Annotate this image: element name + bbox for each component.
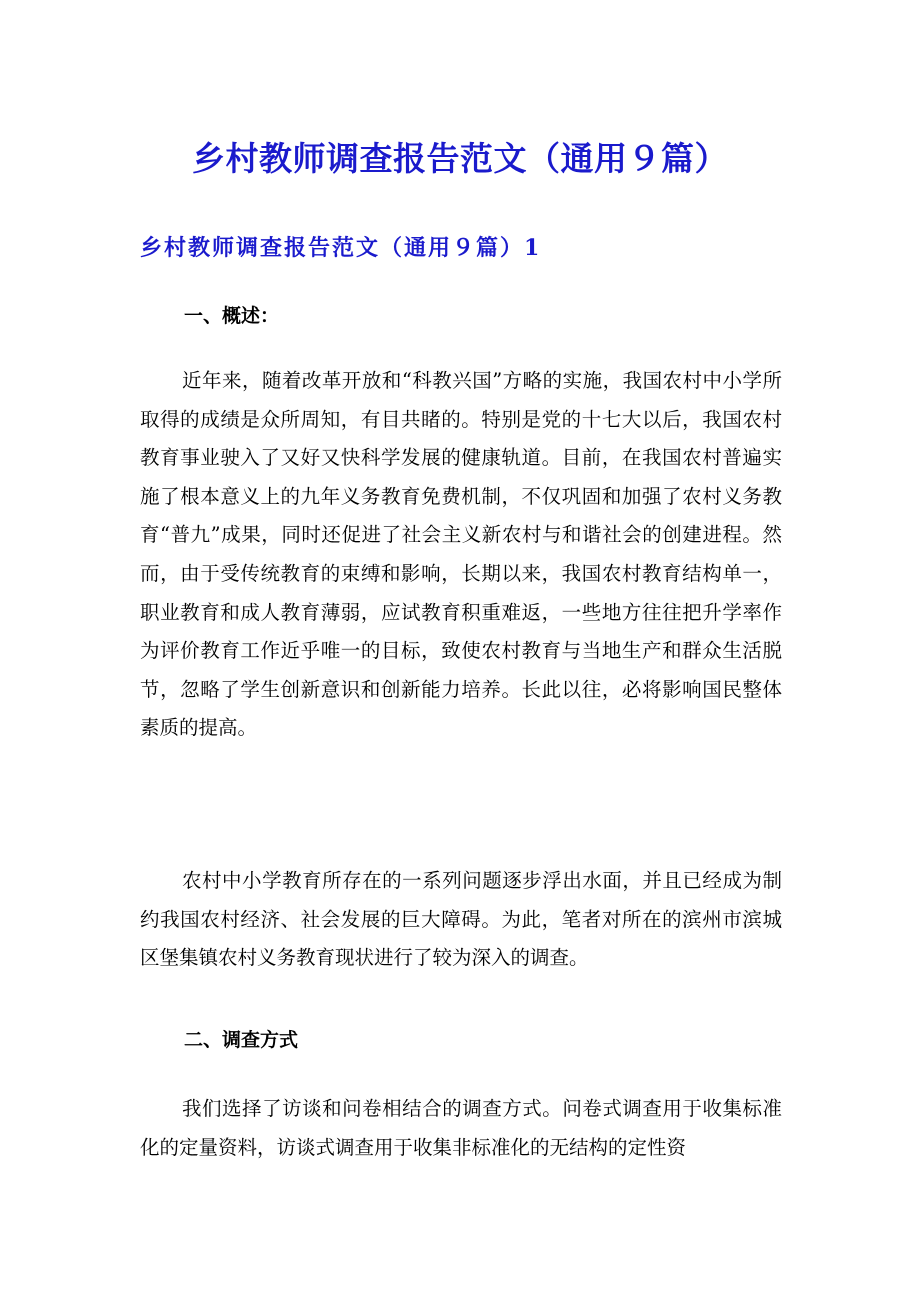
heading-survey-method: 二、调查方式: [184, 1029, 299, 1051]
document-title: 乡村教师调查报告范文（通用９篇）: [192, 139, 728, 178]
section-title: 乡村教师调查报告范文（通用９篇）1: [140, 235, 542, 261]
paragraph: 近年来，随着改革开放和“科教兴国”方略的实施，我国农村中小学所取得的成绩是众所周知，有目共睹的。特别是党的十七大以后，我国农村教育事业驶入了又好又快科学发展的健康轨道。目前，在我国农村普遍实施了根本意义上的九年义务教育免费机制，不仅巩固和加强了农村义务教育“普九”成果，同时还促进了社会主义新农村与和谐社会的创建进程。然而，由于受传统教育的束缚和影响，长期以来，我国农村教育结构单一，职业教育和成人教育薄弱，应试教育积重难返，一些地方往往把升学率作为评价教育工作近乎唯一的目标，致使农村教育与当地生产和群众生活脱节，忽略了学生创新意识和创新能力培养。长此以往，必将影响国民整体素质的提高。: [140, 369, 782, 740]
heading-overview: 一、概述：: [184, 305, 280, 327]
paragraph: 我们选择了访谈和问卷相结合的调查方式。问卷式调查用于收集标准化的定量资料，访谈式调查用于收集非标准化的无结构的定性资: [140, 1097, 782, 1159]
paragraph: 农村中小学教育所存在的一系列问题逐步浮出水面，并且已经成为制约我国农村经济、社会发展的巨大障碍。为此，笔者对所在的滨州市滨城区堡集镇农村义务教育现状进行了较为深入的调查。: [140, 869, 782, 970]
